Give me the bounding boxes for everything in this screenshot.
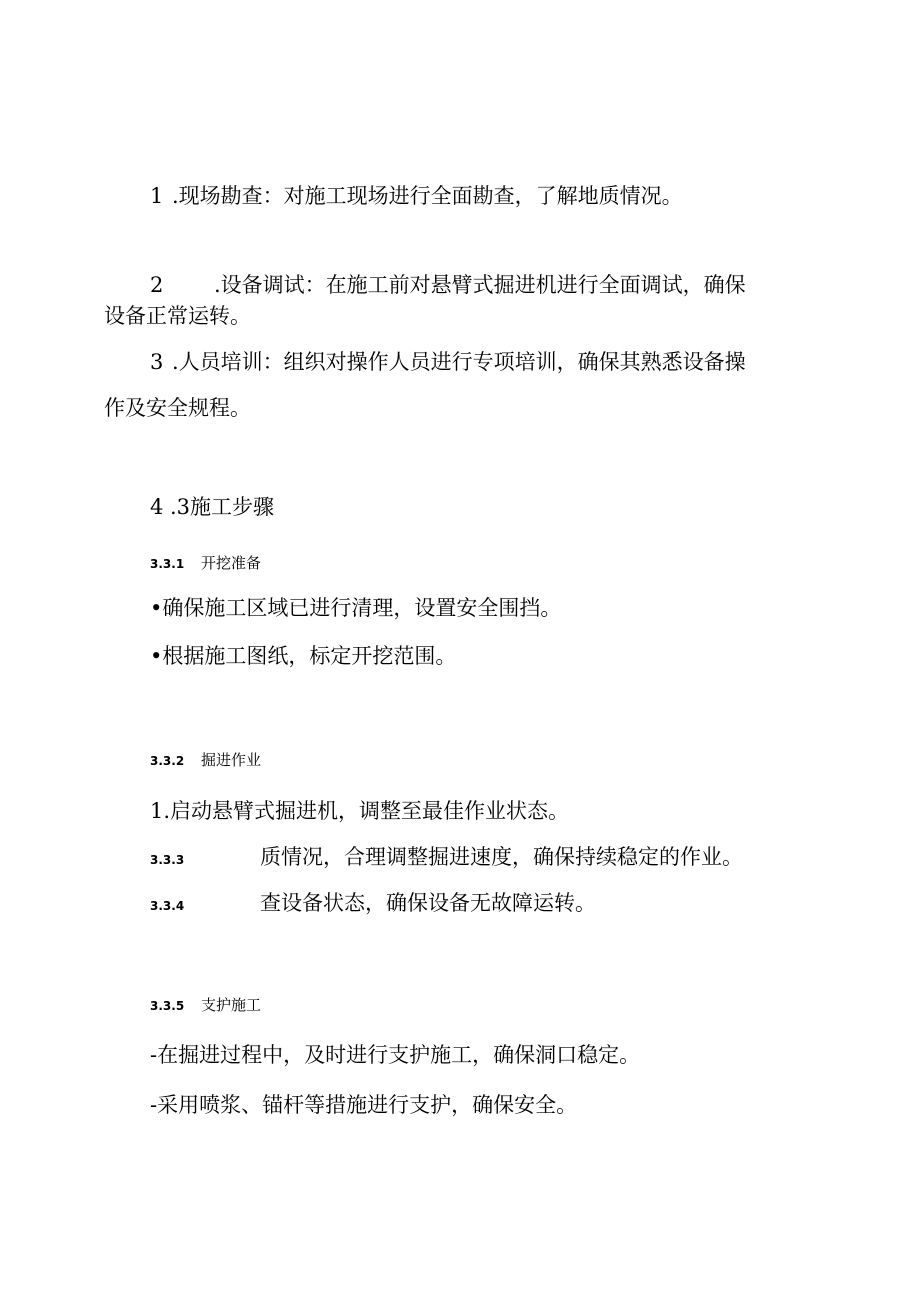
section-title-3-3-2: 掘进作业 — [201, 751, 262, 769]
prep-item-3-continuation: 作及安全规程。 — [104, 396, 251, 420]
section-text-3-3-4: 查设备状态，确保设备无故障运转。 — [260, 891, 596, 915]
work-item-1: 1.启动悬臂式掘进机，调整至最佳作业状态。 — [150, 799, 570, 823]
section-text-3-3-3: 质情况，合理调整掘进速度，确保持续稳定的作业。 — [260, 845, 743, 869]
steps-heading-text: .3施工步骤 — [170, 495, 275, 519]
steps-heading-number: 4 — [150, 495, 164, 519]
support-item-2: -采用喷浆、锚杆等措施进行支护，确保安全。 — [150, 1093, 578, 1117]
section-number-3-3-2: 3.3.2 — [150, 754, 185, 768]
section-row-3-3-4 — [150, 893, 596, 914]
steps-heading — [150, 497, 274, 518]
prep-item-1-text: .现场勘查：对施工现场进行全面勘查，了解地质情况。 — [172, 184, 683, 208]
prep-item-3-text: .人员培训：组织对操作人员进行专项培训，确保其熟悉设备操 — [172, 350, 746, 374]
prep-item-1-number: 1 — [150, 184, 164, 208]
prep-item-3-number: 3 — [150, 350, 164, 374]
prep-item-1 — [150, 186, 683, 207]
prep-item-2-text: .设备调试：在施工前对悬臂式掘进机进行全面调试，确保 — [214, 273, 746, 297]
section-title-3-3-5: 支护施工 — [201, 996, 262, 1014]
section-heading-3-3-5 — [150, 998, 261, 1013]
section-title-3-3-1: 开挖准备 — [201, 554, 262, 572]
prep-item-3 — [150, 352, 746, 373]
section-number-3-3-3: 3.3.3 — [150, 853, 185, 867]
section-number-3-3-4: 3.3.4 — [150, 899, 185, 913]
bullet-item-2: •根据施工图纸，标定开挖范围。 — [150, 644, 457, 668]
bullet-item-1: •确保施工区域已进行清理，设置安全围挡。 — [150, 596, 562, 620]
section-number-3-3-5: 3.3.5 — [150, 999, 185, 1013]
section-heading-3-3-1 — [150, 556, 261, 571]
prep-item-2 — [150, 275, 746, 296]
section-number-3-3-1: 3.3.1 — [150, 557, 185, 571]
prep-item-2-number: 2 — [150, 273, 164, 297]
section-row-3-3-3 — [150, 847, 743, 868]
support-item-1: -在掘进过程中，及时进行支护施工，确保洞口稳定。 — [150, 1043, 641, 1067]
section-heading-3-3-2 — [150, 753, 261, 768]
prep-item-2-continuation: 设备正常运转。 — [104, 304, 251, 328]
